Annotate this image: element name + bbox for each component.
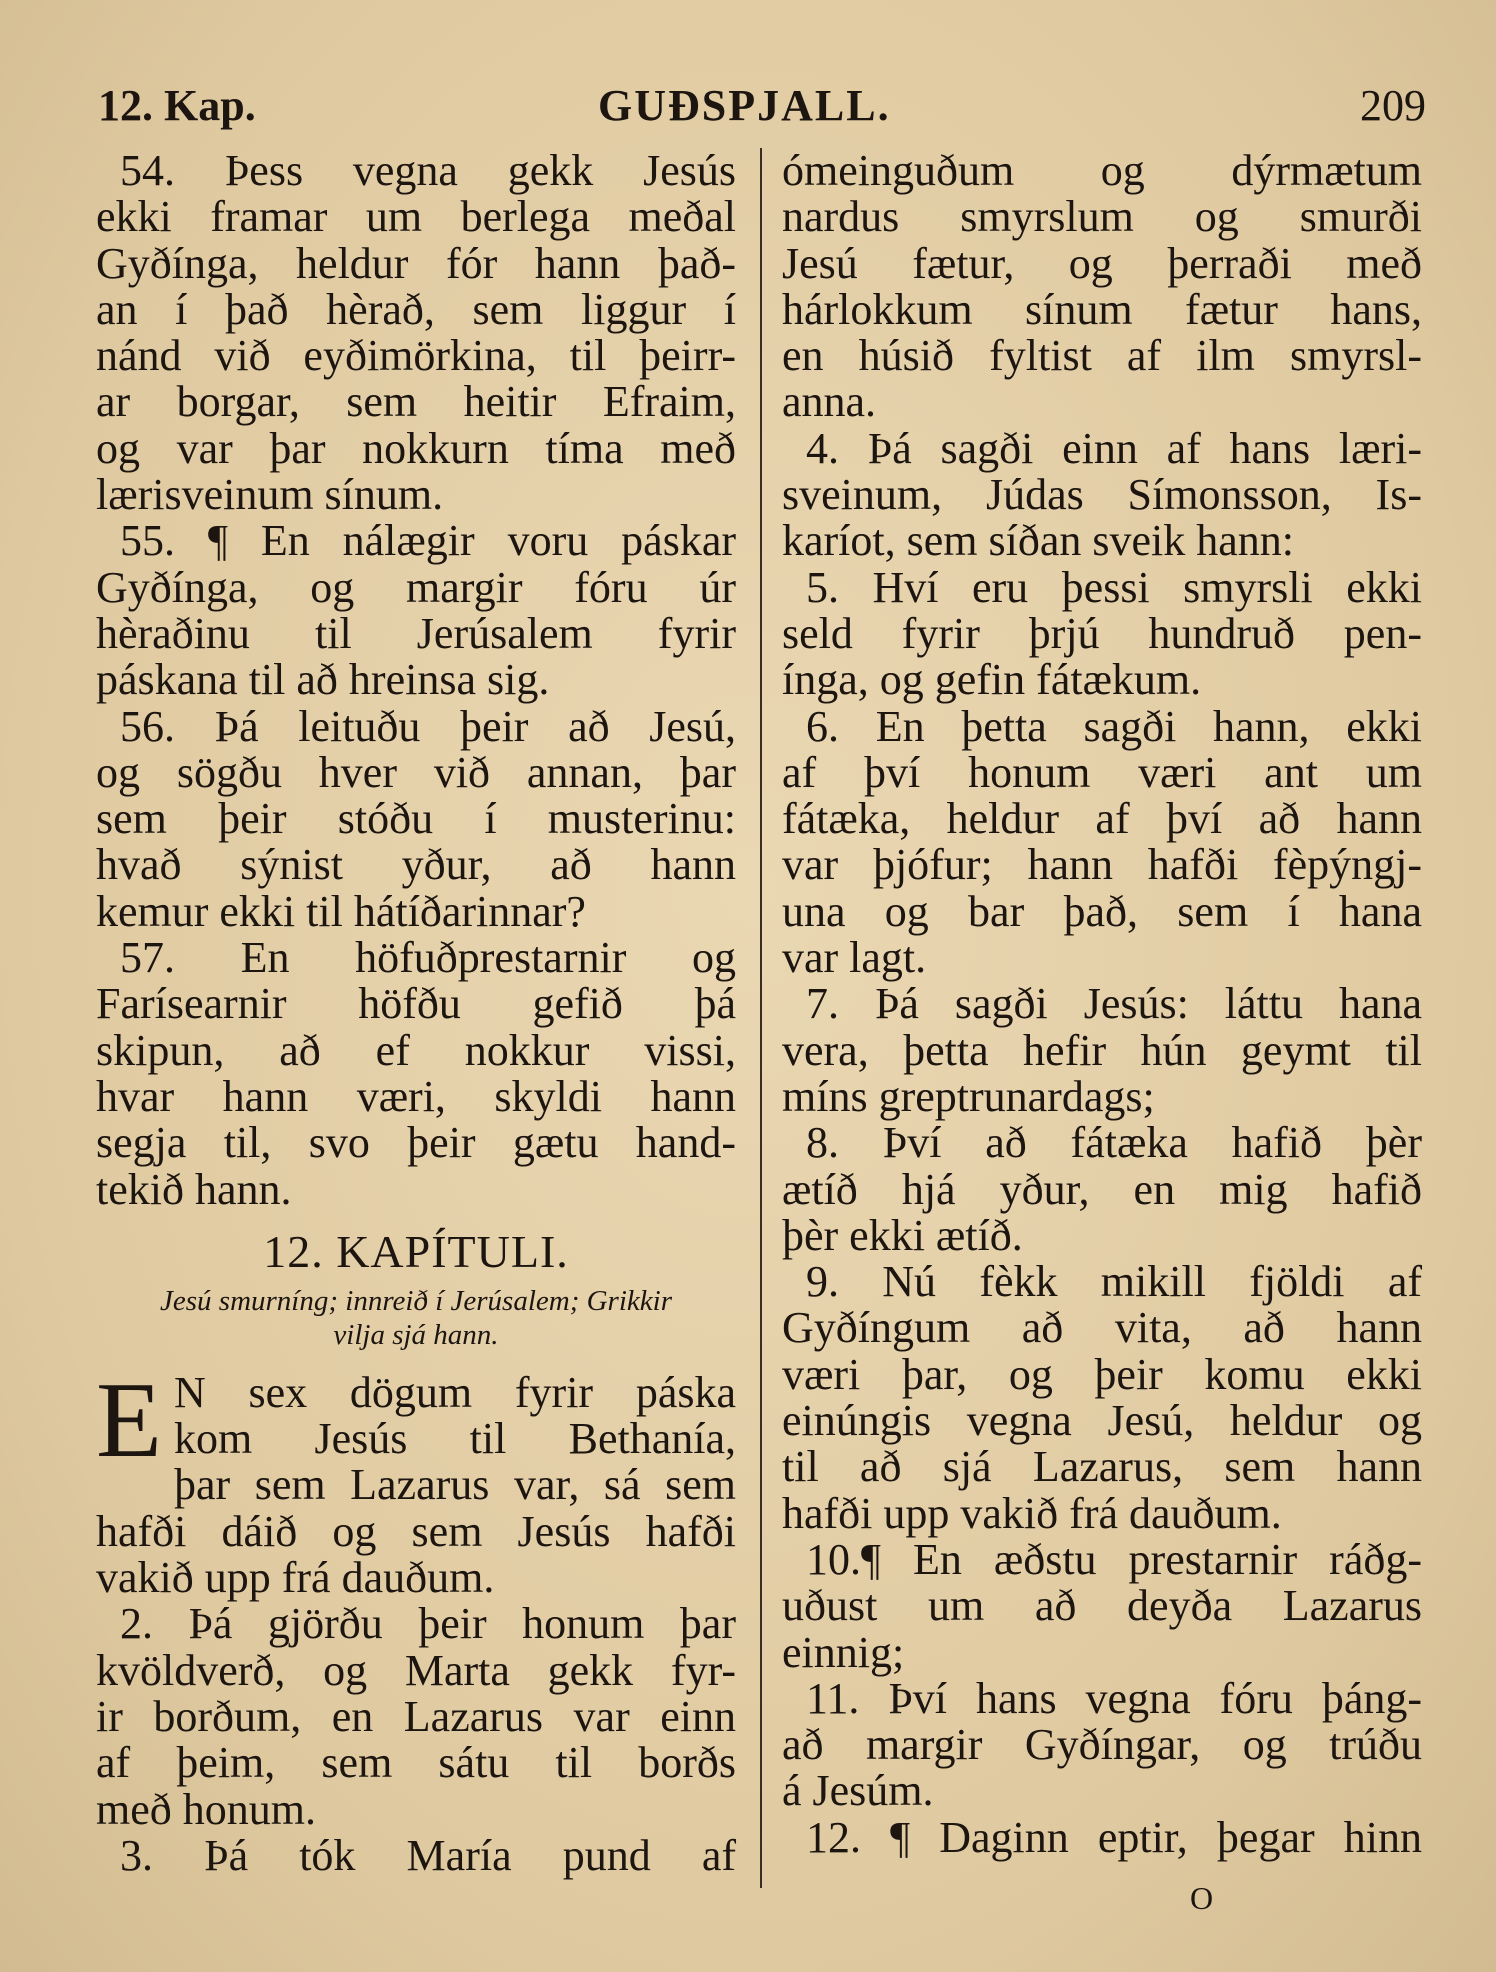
verse-block xyxy=(782,562,1422,705)
right-column xyxy=(782,148,1422,1861)
verse-block xyxy=(782,148,1422,426)
text-line: hárlokkum sínum fætur hans, xyxy=(782,284,1422,334)
verse-block xyxy=(782,1673,1422,1816)
verse-block xyxy=(96,935,736,1213)
text-line: skipun, að ef nokkur vissi, xyxy=(96,1025,736,1075)
text-line: 57. En höfuðprestarnir og xyxy=(120,933,736,983)
verse-block xyxy=(96,701,736,936)
text-line: Gyðíngum að vita, að hann xyxy=(782,1303,1422,1353)
text-line: segja til, svo þeir gætu hand- xyxy=(96,1118,736,1168)
text-line: ir borðum, en Lazarus var einn xyxy=(96,1691,736,1741)
text-line: nánd við eyðimörkina, til þeirr- xyxy=(96,331,736,381)
text-line: af því honum væri ant um xyxy=(782,747,1422,797)
text-line: 4. Þá sagði einn af hans læri- xyxy=(806,423,1422,473)
text-line: þèr ekki ætíð. xyxy=(782,1210,1023,1260)
text-line: sveinum, Júdas Símonsson, Is- xyxy=(782,470,1422,520)
verse-block xyxy=(782,423,1422,566)
text-line: 8. Því að fátæka hafið þèr xyxy=(806,1118,1422,1168)
text-line: kvöldverð, og Marta gekk fyr- xyxy=(96,1645,736,1695)
text-line: karíot, sem síðan sveik hann: xyxy=(782,516,1295,566)
text-line: 6. En þetta sagði hann, ekki xyxy=(806,701,1422,751)
chapter-summary-line: vilja sjá hann. xyxy=(333,1318,499,1351)
text-line: una og bar það, sem í hana xyxy=(782,886,1422,936)
column-divider xyxy=(760,148,762,1888)
verse-block xyxy=(782,1259,1422,1537)
text-line: Gyðínga, heldur fór hann það- xyxy=(96,238,736,288)
page-number: 209 xyxy=(1360,81,1426,130)
text-line: ætíð hjá yður, en mig hafið xyxy=(782,1164,1422,1214)
text-line: 55. ¶ En nálægir voru páskar xyxy=(120,516,736,566)
text-line: an í það hèrað, sem liggur í xyxy=(96,284,736,334)
signature-mark: O xyxy=(1190,1880,1214,1916)
text-line: var þjófur; hann hafði fèpýngj- xyxy=(782,840,1422,890)
text-line: N sex dögum fyrir páska xyxy=(173,1367,736,1417)
text-line: hèraðinu til Jerúsalem fyrir xyxy=(96,608,736,658)
text-line: 56. Þá leituðu þeir að Jesú, xyxy=(120,701,736,751)
text-line: Jesú fætur, og þerraði með xyxy=(782,238,1422,288)
text-line: 5. Hví eru þessi smyrsli ekki xyxy=(806,562,1422,612)
text-line: 9. Nú fèkk mikill fjöldi af xyxy=(806,1257,1422,1307)
verse-block xyxy=(782,1534,1422,1677)
left-column xyxy=(96,148,736,1879)
text-line: lærisveinum sínum. xyxy=(96,470,444,520)
text-line: með honum. xyxy=(96,1784,316,1834)
text-line: 2. Þá gjörðu þeir honum þar xyxy=(120,1599,736,1649)
text-line: væri þar, og þeir komu ekki xyxy=(782,1349,1422,1399)
text-line: en húsið fyltist af ilm smyrsl- xyxy=(782,331,1422,381)
text-line: 7. Þá sagði Jesús: láttu hana xyxy=(806,979,1422,1029)
text-line: hafði dáið og sem Jesús hafði xyxy=(96,1506,736,1556)
verse-block xyxy=(782,1120,1422,1259)
text-line: einúngis vegna Jesú, heldur og xyxy=(782,1396,1422,1446)
drop-cap: E xyxy=(96,1360,162,1480)
text-line: nardus smyrslum og smurði xyxy=(782,192,1422,242)
text-line: þar sem Lazarus var, sá sem xyxy=(173,1460,736,1510)
text-line: anna. xyxy=(782,377,877,427)
text-line: páskana til að hreinsa sig. xyxy=(96,655,550,705)
text-line: Farísearnir höfðu gefið þá xyxy=(96,979,736,1029)
text-line: vakið upp frá dauðum. xyxy=(96,1553,495,1603)
verse-block xyxy=(782,701,1422,983)
text-line: vera, þetta hefir hún geymt til xyxy=(782,1025,1422,1075)
text-line: hvað sýnist yður, að hann xyxy=(96,840,736,890)
text-line: ar borgar, sem heitir Efraim, xyxy=(96,377,736,427)
chapter-title: 12. KAPÍTULI. xyxy=(263,1225,569,1277)
text-line: ekki framar um berlega meðal xyxy=(96,192,736,242)
text-line: hvar hann væri, skyldi hann xyxy=(96,1071,736,1121)
text-line: kom Jesús til Bethanía, xyxy=(173,1414,736,1464)
verse-block xyxy=(96,1601,736,1832)
text-line: 54. Þess vegna gekk Jesús xyxy=(120,146,736,195)
text-line: og var þar nokkurn tíma með xyxy=(96,423,736,473)
text-line: var lagt. xyxy=(782,933,927,983)
text-line: fátæka, heldur af því að hann xyxy=(782,794,1422,844)
book-title: GUÐSPJALL. xyxy=(598,81,891,130)
text-line: 12. ¶ Daginn eptir, þegar hinn xyxy=(806,1812,1422,1862)
text-line: til að sjá Lazarus, sem hann xyxy=(782,1442,1422,1492)
verse-block xyxy=(782,1812,1422,1862)
verse-block xyxy=(96,1360,736,1603)
text-line: 10.¶ En æðstu prestarnir ráðg- xyxy=(806,1534,1422,1584)
running-header xyxy=(98,80,1426,140)
text-line: 3. Þá tók María pund af xyxy=(120,1830,736,1880)
text-line: á Jesúm. xyxy=(782,1766,934,1816)
verse-block xyxy=(782,981,1422,1120)
text-line: einnig; xyxy=(782,1627,905,1677)
text-line: míns greptrunardags; xyxy=(782,1071,1155,1121)
text-line: uðust um að deyða Lazarus xyxy=(782,1581,1422,1631)
verse-block xyxy=(96,148,736,518)
verse-1-block xyxy=(96,1360,736,1603)
text-line: ínga, og gefin fátækum. xyxy=(782,655,1202,705)
chapter-summary-line: Jesú smurníng; innreið í Jerúsalem; Grikkir xyxy=(160,1284,672,1317)
text-line: hafði upp vakið frá dauðum. xyxy=(782,1488,1282,1538)
verse-block xyxy=(96,518,736,703)
chapter-ref: 12. Kap. xyxy=(98,81,256,130)
text-line: og sögðu hver við annan, þar xyxy=(96,747,736,797)
verse-block xyxy=(96,1830,736,1880)
text-line: sem þeir stóðu í musterinu: xyxy=(96,794,736,844)
text-line: seld fyrir þrjú hundruð pen- xyxy=(782,608,1422,658)
text-line: Gyðínga, og margir fóru úr xyxy=(96,562,736,612)
text-line: kemur ekki til hátíðarinnar? xyxy=(96,886,586,936)
text-line: að margir Gyðíngar, og trúðu xyxy=(782,1720,1422,1770)
chapter-summary xyxy=(100,1284,732,1352)
text-line: ómeinguðum og dýrmætum xyxy=(782,146,1422,195)
text-line: tekið hann. xyxy=(96,1164,292,1214)
text-line: 11. Því hans vegna fóru þáng- xyxy=(806,1673,1422,1723)
text-line: af þeim, sem sátu til borðs xyxy=(96,1738,736,1788)
